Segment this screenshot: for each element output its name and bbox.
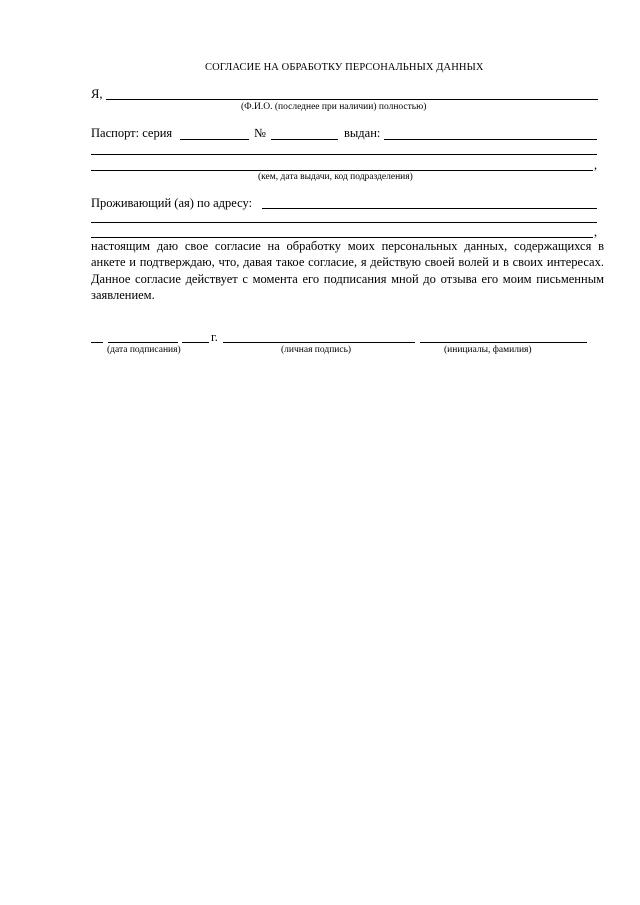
- fio-field[interactable]: [106, 99, 598, 100]
- issued-label: выдан:: [344, 126, 381, 140]
- document-title: СОГЛАСИЕ НА ОБРАБОТКУ ПЕРСОНАЛЬНЫХ ДАННЫХ: [205, 62, 484, 73]
- address-field[interactable]: [262, 208, 597, 209]
- year-field[interactable]: [182, 342, 209, 343]
- passport-number-field[interactable]: [271, 139, 338, 140]
- passport-series-field[interactable]: [180, 139, 249, 140]
- address-field-line-2[interactable]: [91, 222, 597, 223]
- date-caption: (дата подписания): [107, 345, 181, 355]
- issued-by-field-line-2[interactable]: [91, 154, 597, 155]
- issued-by-field[interactable]: [384, 139, 597, 140]
- month-field[interactable]: [108, 342, 178, 343]
- day-field[interactable]: [91, 342, 103, 343]
- address-comma: ,: [594, 225, 598, 239]
- passport-label: Паспорт: серия: [91, 126, 173, 140]
- consent-paragraph: настоящим даю свое согласие на обработку моих персональных данных, содержащихся в анкете и подтверждаю, что, давая такое согласие, я действую своей волей и в своих интересах. Данное согласие действует с момента его подписания мной до отзыва его моим письменным заявлением.: [91, 239, 604, 303]
- issued-caption: (кем, дата выдачи, код подразделения): [258, 172, 413, 182]
- number-label: №: [254, 126, 266, 140]
- issued-comma: ,: [594, 158, 598, 172]
- initials-caption: (инициалы, фамилия): [444, 345, 532, 355]
- year-suffix: г.: [211, 330, 218, 344]
- fio-caption: (Ф.И.О. (последнее при наличии) полностью): [241, 102, 427, 112]
- signature-caption: (личная подпись): [281, 345, 352, 355]
- initials-field[interactable]: [420, 342, 587, 343]
- signature-field[interactable]: [223, 342, 415, 343]
- address-label: Проживающий (ая) по адресу:: [91, 196, 253, 210]
- issued-by-field-line-3[interactable]: [91, 170, 593, 171]
- i-label: Я,: [91, 87, 103, 101]
